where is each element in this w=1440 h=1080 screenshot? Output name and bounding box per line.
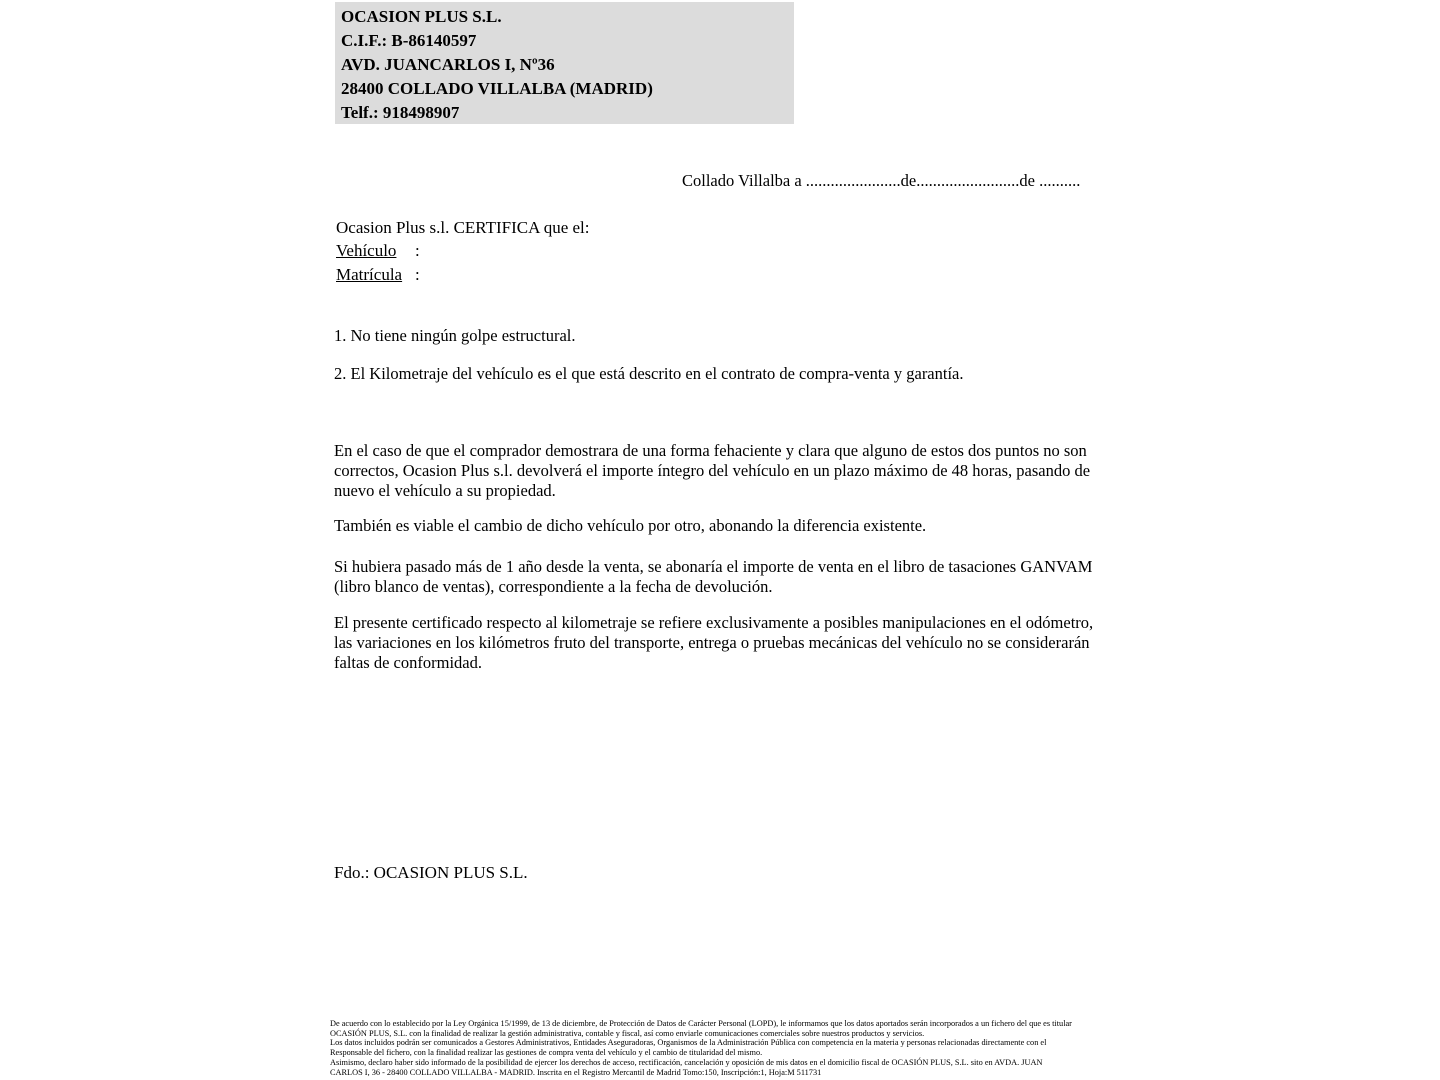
vehicle-field [336,240,426,262]
company-phone: Telf.: 918498907 [341,103,460,122]
date-fill-in-line: Collado Villalba a .......................de.........................de .......... [682,171,1081,190]
legal-footer-line: OCASIÓN PLUS, S.L. con la finalidad de realizar la gestión administrativa, contable y fiscal, así como enviarle comunicaciones comerciales sobre nuestros productos y servicios. [330,1028,925,1038]
paragraph-ganvam-valuation: Si hubiera pasado más de 1 año desde la venta, se abonaría el importe de venta en el libro de tasaciones GANVAM (libro blanco de ventas), correspondiente a la fecha de devolución. [334,557,1093,596]
company-name: OCASION PLUS S.L. [341,7,502,26]
paragraph-refund-terms: En el caso de que el comprador demostrara de una forma fehaciente y clara que alguno de estos dos puntos no son correctos, Ocasion Plus s.l. devolverá el importe íntegro del vehículo en un plazo máximo de 48 horas, pasando de nuevo el vehículo a su propiedad. [334,441,1091,500]
company-header-box [335,2,794,124]
plate-field-label-wrap [336,264,415,286]
plate-field [336,264,426,286]
plate-field-separator: : [415,265,420,284]
legal-footer-line: Los datos incluidos podrán ser comunicados a Gestores Administrativos, Entidades Aseguradoras, Organismos de la Administración Pública con competencia en la materia y personas relacionadas directamente con el [330,1038,1047,1048]
company-cif: C.I.F.: B-86140597 [341,31,477,50]
legal-footer [330,1019,1120,1077]
paragraph-odometer-scope: El presente certificado respecto al kilometraje se refiere exclusivamente a posibles manipulaciones en el odómetro, las variaciones en los kilómetros fruto del transporte, entrega o pruebas mecánicas del vehículo no se considerarán faltas de conformidad. [334,613,1094,672]
point-1: 1. No tiene ningún golpe estructural. [334,326,576,345]
certification-intro: Ocasion Plus s.l. CERTIFICA que el: [336,218,590,237]
company-city: 28400 COLLADO VILLALBA (MADRID) [341,79,653,98]
paragraph-exchange-option: También es viable el cambio de dicho vehículo por otro, abonando la diferencia existente. [334,516,927,535]
company-address: AVD. JUANCARLOS I, Nº36 [341,55,555,74]
vehicle-field-separator: : [415,241,420,260]
signature-line: Fdo.: OCASION PLUS S.L. [334,863,528,882]
vehicle-field-label-wrap [336,240,415,262]
legal-footer-line: De acuerdo con lo establecido por la Ley Orgánica 15/1999, de 13 de diciembre, de Protección de Datos de Carácter Personal (LOPD), le informamos que los datos aportados serán incorporados a un fichero del que es titular [330,1019,1072,1028]
legal-footer-line: CARLOS I, 36 - 28400 COLLADO VILLALBA - MADRID. Inscrita en el Registro Mercantil de Madrid Tomo:150, Inscripción:1, Hoja:M 511731 [330,1067,822,1077]
vehicle-field-label: Vehículo [336,241,397,260]
legal-footer-line: Asimismo, declaro haber sido informado de la posibilidad de ejercer los derechos de acceso, rectificación, cancelación y oposición de mis datos en el domicilio fiscal de OCASIÓN PLUS, S.L. sito en AVDA. JUAN [330,1057,1043,1067]
plate-field-label: Matrícula [336,265,403,284]
point-2: 2. El Kilometraje del vehículo es el que está descrito en el contrato de compra-venta y garantía. [334,364,964,383]
legal-footer-line: Responsable del fichero, con la finalidad realizar las gestiones de compra venta del vehículo y el cambio de titularidad del mismo. [330,1048,763,1058]
